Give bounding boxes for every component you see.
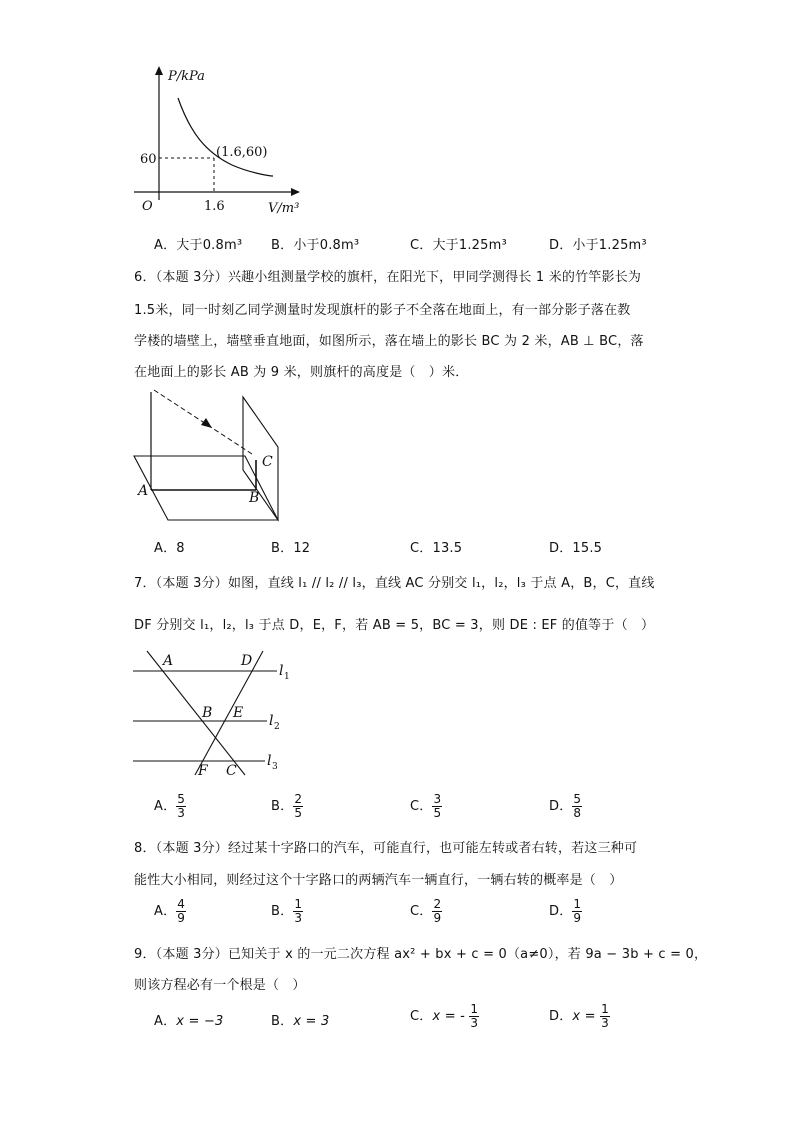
q9-option-a[interactable] bbox=[154, 1010, 224, 1029]
q9-text-line-2: 则该方程必有一个根是（ ） bbox=[134, 978, 306, 993]
denominator: 3 bbox=[177, 806, 186, 820]
denominator: 8 bbox=[573, 806, 582, 820]
fraction bbox=[432, 898, 442, 925]
numerator: 3 bbox=[433, 792, 442, 806]
numerator: 2 bbox=[433, 897, 442, 911]
option-letter: A． bbox=[154, 1014, 177, 1029]
label-f: F bbox=[198, 763, 208, 779]
q7-option-c[interactable] bbox=[410, 793, 442, 820]
parallel-lines-figure bbox=[125, 645, 305, 780]
option-letter: C． bbox=[410, 799, 433, 814]
numerator: 2 bbox=[294, 792, 303, 806]
fraction bbox=[293, 793, 303, 820]
q8-text-line-1: 8．（本题 3分）经过某十字路口的汽车，可能直行，也可能左转或者右转，若这三种可 bbox=[134, 841, 638, 856]
q8-option-a[interactable] bbox=[154, 898, 186, 925]
q6-option-d[interactable]: D．15.5 bbox=[549, 541, 603, 556]
point-label: (1.6,60) bbox=[216, 145, 268, 160]
q8-option-b[interactable] bbox=[271, 898, 303, 925]
label-b: B bbox=[249, 490, 260, 506]
q7-option-a[interactable] bbox=[154, 793, 186, 820]
q6-text-line-1: 6．（本题 3分）兴趣小组测量学校的旗杆，在阳光下，甲同学测得长 1 米的竹竿影长为 bbox=[134, 270, 642, 285]
option-letter: B． bbox=[271, 1014, 294, 1029]
label-l1: l bbox=[279, 663, 284, 679]
denominator: 3 bbox=[294, 911, 303, 925]
fraction bbox=[176, 898, 186, 925]
denominator: 5 bbox=[433, 806, 442, 820]
denominator: 5 bbox=[294, 806, 303, 820]
label-l1-sub: 1 bbox=[284, 672, 290, 682]
q7-text-line-1: 7．（本题 3分）如图，直线 l₁ // l₂ // l₃，直线 AC 分别交 l₁，l₂，l₃ 于点 A，B，C，直线 bbox=[134, 576, 655, 591]
q6-option-c[interactable]: C．13.5 bbox=[410, 541, 463, 556]
y-axis-label: P/kPa bbox=[168, 69, 205, 84]
pv-curve bbox=[178, 98, 273, 176]
x-tick-label: 1.6 bbox=[204, 199, 225, 214]
q8-option-d[interactable] bbox=[549, 898, 582, 925]
q5-option-c[interactable]: C．大于1.25m³ bbox=[410, 238, 507, 253]
option-letter: A． bbox=[154, 799, 177, 814]
fraction bbox=[432, 793, 442, 820]
numerator: 4 bbox=[177, 897, 186, 911]
option-letter: D． bbox=[549, 799, 573, 814]
label-c: C bbox=[262, 454, 273, 470]
option-letter: B． bbox=[271, 904, 294, 919]
numerator: 1 bbox=[294, 897, 303, 911]
label-c: C bbox=[226, 763, 237, 779]
label-l2: l bbox=[269, 713, 274, 729]
numerator: 5 bbox=[573, 792, 582, 806]
numerator: 1 bbox=[470, 1002, 479, 1016]
fraction bbox=[469, 1003, 479, 1030]
fraction bbox=[176, 793, 186, 820]
label-e: E bbox=[233, 705, 244, 721]
q6-option-a[interactable]: A．8 bbox=[154, 541, 185, 556]
label-a: A bbox=[163, 653, 174, 669]
numerator: 1 bbox=[573, 897, 582, 911]
q6-text-line-2: 1.5米，同一时刻乙同学测量时发现旗杆的影子不全落在地面上，有一部分影子落在教 bbox=[134, 303, 631, 318]
line-ac bbox=[147, 651, 245, 775]
sun-ray-arrow bbox=[201, 418, 212, 428]
option-letter: C． bbox=[410, 904, 433, 919]
option-expression: x = 3 bbox=[293, 1014, 330, 1029]
denominator: 3 bbox=[470, 1016, 479, 1030]
q9-option-d[interactable] bbox=[549, 1003, 610, 1030]
x-axis-label: V/m³ bbox=[268, 201, 300, 216]
q5-option-b[interactable]: B．小于0.8m³ bbox=[271, 238, 360, 253]
pv-graph bbox=[120, 62, 320, 222]
option-letter: B． bbox=[271, 799, 294, 814]
x-axis-arrow bbox=[291, 188, 300, 196]
label-l2-sub: 2 bbox=[274, 722, 280, 732]
fraction bbox=[572, 793, 582, 820]
denominator: 9 bbox=[433, 911, 442, 925]
fraction bbox=[293, 898, 303, 925]
y-tick-label: 60 bbox=[140, 152, 157, 167]
denominator: 9 bbox=[573, 911, 582, 925]
origin-label: O bbox=[142, 199, 153, 214]
denominator: 3 bbox=[601, 1016, 609, 1030]
q5-option-a[interactable]: A．大于0.8m³ bbox=[154, 238, 243, 253]
q6-option-b[interactable]: B．12 bbox=[271, 541, 311, 556]
q9-option-c[interactable] bbox=[410, 1003, 479, 1030]
option-letter: C． bbox=[410, 1009, 433, 1024]
label-l3: l bbox=[267, 753, 272, 769]
flagpole-figure bbox=[120, 384, 300, 529]
option-expression: x = bbox=[572, 1009, 596, 1024]
fraction bbox=[600, 1003, 610, 1030]
option-expression: x = −3 bbox=[176, 1014, 224, 1029]
y-axis-arrow bbox=[155, 66, 163, 75]
q7-text-line-2: DF 分别交 l₁，l₂，l₃ 于点 D，E，F，若 AB = 5，BC = 3，则 DE : EF 的值等于（ ） bbox=[134, 618, 655, 633]
q8-option-c[interactable] bbox=[410, 898, 442, 925]
option-letter: D． bbox=[549, 1009, 573, 1024]
label-l3-sub: 3 bbox=[272, 762, 278, 772]
numerator: 5 bbox=[177, 792, 186, 806]
label-a: A bbox=[138, 483, 149, 499]
option-letter: A． bbox=[154, 904, 177, 919]
q7-option-d[interactable] bbox=[549, 793, 582, 820]
q5-option-d[interactable]: D．小于1.25m³ bbox=[549, 238, 647, 253]
numerator: 1 bbox=[601, 1002, 609, 1016]
option-letter: D． bbox=[549, 904, 573, 919]
q6-text-line-3: 学楼的墙壁上，墙壁垂直地面，如图所示，落在墙上的影长 BC 为 2 米，AB ⊥ BC，落 bbox=[134, 334, 644, 349]
fraction bbox=[572, 898, 582, 925]
label-b: B bbox=[202, 705, 213, 721]
q8-text-line-2: 能性大小相同，则经过这个十字路口的两辆汽车一辆直行，一辆右转的概率是（ ） bbox=[134, 873, 623, 888]
q6-text-line-4: 在地面上的影长 AB 为 9 米，则旗杆的高度是（ ）米． bbox=[134, 365, 469, 380]
option-expression: x = - bbox=[432, 1009, 466, 1024]
q9-text-line-1: 9．（本题 3分）已知关于 x 的一元二次方程 ax² + bx + c = 0（a≠0），若 9a − 3b + c = 0， bbox=[134, 947, 708, 962]
sun-ray bbox=[154, 390, 252, 454]
denominator: 9 bbox=[177, 911, 186, 925]
q9-option-b[interactable] bbox=[271, 1010, 329, 1029]
label-d: D bbox=[241, 653, 253, 669]
q7-option-b[interactable] bbox=[271, 793, 303, 820]
